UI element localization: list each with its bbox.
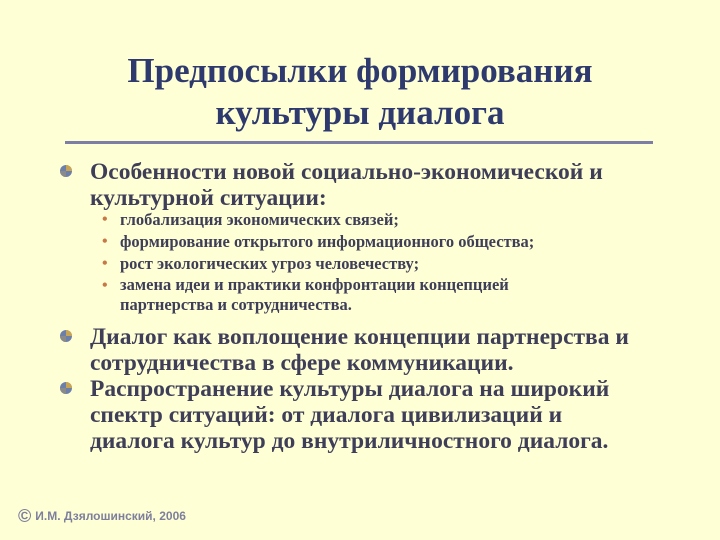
title-line-2: культуры диалога — [215, 93, 505, 132]
bullet-text-line: Распространение культуры диалога на широкий — [90, 376, 610, 402]
bullet-text-line: диалога культур до внутриличностного диалога. — [90, 428, 609, 454]
footer-text: И.М. Дзялошинский, 2006 — [35, 509, 186, 523]
sphere-bullet-icon — [59, 164, 73, 178]
sub-list-item: • рост экологических угроз человечеству; — [102, 253, 662, 275]
bullet-item — [60, 159, 660, 211]
sub-bullet-list — [102, 209, 662, 315]
sphere-bullet-icon — [59, 381, 73, 395]
sub-list-item: • формирование открытого информационного общества; — [102, 231, 662, 253]
bullet-text-line: Диалог как воплощение концепции партнерства и — [90, 324, 629, 350]
title-line-1: Предпосылки формирования — [127, 51, 593, 90]
bullet-text-line: сотрудничества в сфере коммуникации. — [90, 350, 514, 376]
bullet-text-line: спектр ситуаций: от диалога цивилизаций и — [90, 402, 563, 428]
title-divider — [65, 141, 653, 144]
slide-title — [80, 50, 640, 134]
footer-copyright — [18, 506, 186, 527]
sphere-bullet-icon — [59, 329, 73, 343]
copyright-icon: © — [18, 506, 32, 526]
bullet-text-line: Особенности новой социально-экономической и — [90, 159, 603, 185]
sub-list-item: • замена идеи и практики конфронтации концепцией партнерства и сотрудничества. — [102, 275, 662, 315]
bullet-item — [60, 324, 660, 376]
sub-list-item: • глобализация экономических связей; — [102, 209, 662, 231]
bullet-text-line: культурной ситуации: — [90, 185, 327, 211]
bullet-item — [60, 376, 660, 454]
